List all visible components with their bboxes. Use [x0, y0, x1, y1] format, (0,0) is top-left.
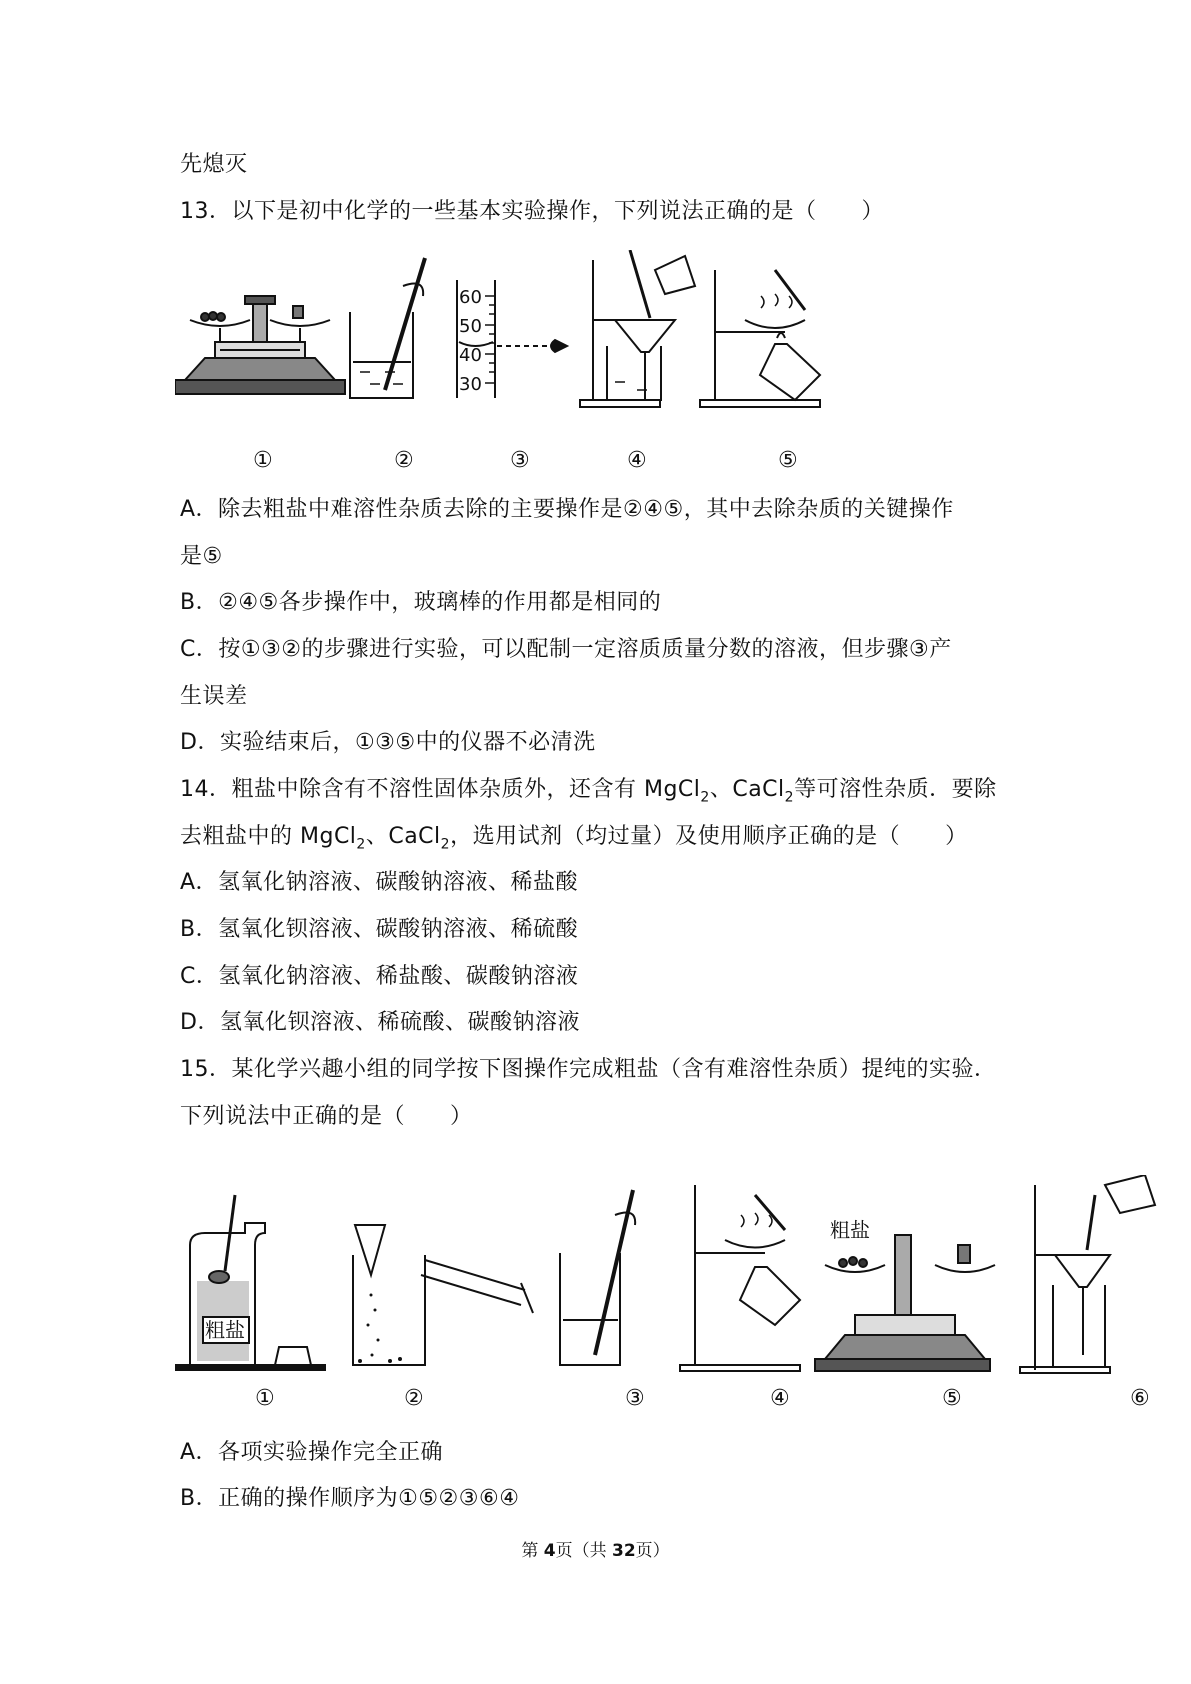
tick-label-30: 30	[459, 374, 482, 395]
filtration-icon	[580, 250, 695, 407]
figure1-label-5: ⑤	[778, 448, 798, 473]
question-14: 14．粗盐中除含有不溶性固体杂质外，还含有 MgCl$_2$、CaCl$_2$等可溶性杂质．要除	[180, 777, 997, 806]
evaporation-icon	[700, 270, 820, 407]
option-15b: B．正确的操作顺序为①⑤②③⑥④	[180, 1486, 520, 1511]
balance-label: 粗盐	[830, 1218, 870, 1242]
jar-label: 粗盐	[205, 1318, 245, 1342]
question-15-cont: 下列说法中正确的是（ ）	[180, 1104, 473, 1129]
figure1-label-3: ③	[510, 448, 530, 473]
question-13: 13．以下是初中化学的一些基本实验操作，下列说法正确的是（ ）	[180, 199, 884, 224]
option-14b: B．氢氧化钡溶液、碳酸钠溶液、稀硫酸	[180, 917, 579, 942]
option-14d: D．氢氧化钡溶液、稀硫酸、碳酸钠溶液	[180, 1010, 580, 1035]
option-14a: A．氢氧化钠溶液、碳酸钠溶液、稀盐酸	[180, 870, 579, 895]
question-14-cont: 去粗盐中的 MgCl$_2$、CaCl$_2$，选用试剂（均过量）及使用顺序正确的是（ ）	[180, 824, 968, 853]
evaporation-icon	[680, 1185, 800, 1371]
balance-icon	[815, 1235, 995, 1371]
option-13a-cont: 是⑤	[180, 544, 223, 569]
beaker-stir-icon	[560, 1190, 635, 1365]
figure1-label-4: ④	[627, 448, 647, 473]
figure2-label-1: ①	[255, 1386, 275, 1411]
option-13c: C．按①③②的步骤进行实验，可以配制一定溶质质量分数的溶液，但步骤③产	[180, 637, 952, 662]
figure2-label-4: ④	[770, 1386, 790, 1411]
tick-label-40: 40	[459, 345, 482, 366]
option-13b: B．②④⑤各步操作中，玻璃棒的作用都是相同的	[180, 590, 662, 615]
option-14c: C．氢氧化钠溶液、稀盐酸、碳酸钠溶液	[180, 964, 579, 989]
figure2-label-5: ⑤	[942, 1386, 962, 1411]
option-13a: A．除去粗盐中难溶性杂质去除的主要操作是②④⑤，其中去除杂质的关键操作	[180, 497, 954, 522]
figure1-label-1: ①	[253, 448, 273, 473]
reagent-jar-icon	[175, 1195, 325, 1370]
tick-label-50: 50	[459, 316, 482, 337]
filtration-icon	[1020, 1175, 1155, 1373]
question-15: 15．某化学兴趣小组的同学按下图操作完成粗盐（含有难溶性杂质）提纯的实验．	[180, 1057, 997, 1082]
text-line: 先熄灭	[180, 152, 248, 177]
option-13c-cont: 生误差	[180, 684, 248, 709]
dissolve-icon	[353, 1225, 533, 1365]
option-13d: D．实验结束后，①③⑤中的仪器不必清洗	[180, 730, 596, 755]
tick-label-60: 60	[459, 287, 482, 308]
balance-icon	[175, 296, 345, 394]
beaker-icon	[350, 258, 425, 398]
figure-13-apparatus	[175, 250, 895, 440]
figure2-label-3: ③	[625, 1386, 645, 1411]
figure1-label-2: ②	[394, 448, 414, 473]
page-footer: 第 4页（共 32页）	[521, 1541, 670, 1561]
figure-15-apparatus	[175, 1175, 1175, 1385]
option-15a: A．各项实验操作完全正确	[180, 1440, 444, 1465]
figure2-label-2: ②	[404, 1386, 424, 1411]
figure2-label-6: ⑥	[1130, 1386, 1150, 1411]
